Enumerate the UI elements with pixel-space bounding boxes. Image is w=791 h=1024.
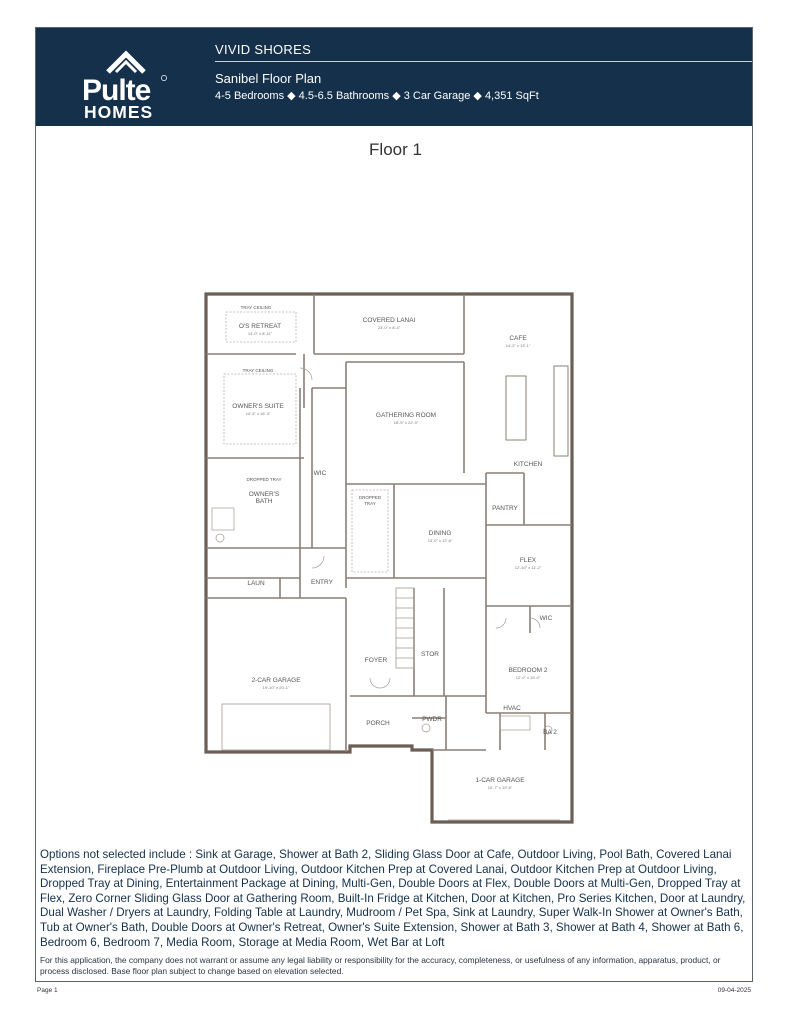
room-label-tray-ceiling-suite: TRAY CEILING (242, 368, 274, 373)
room-label-flex: FLEX (519, 557, 537, 564)
room-label-wic-bed2: WIC (539, 615, 553, 622)
room-label-owners-bath-1: OWNER'S (248, 491, 280, 498)
room-dim-gathering-room: 18'-9" x 22'-9" (393, 420, 419, 425)
room-label-two-car-garage: 2-CAR GARAGE (251, 677, 301, 684)
room-dim-covered-lanai: 23'-0" x 8'-4" (377, 325, 401, 330)
room-label-kitchen: KITCHEN (513, 461, 543, 468)
room-label-bedroom-2: BEDROOM 2 (508, 667, 548, 674)
room-label-dining: DINING (428, 530, 452, 537)
pulte-logo (80, 48, 170, 120)
room-dim-flex: 12'-10" x 11'-2" (514, 565, 542, 570)
room-label-pwdr: PWDR (422, 716, 442, 723)
roof-icon (108, 54, 144, 72)
room-dim-two-car-garage: 19'-10" x 20'-1" (262, 685, 290, 690)
room-label-pantry: PANTRY (492, 505, 518, 512)
disclaimer: For this application, the company does not warrant or assume any legal liability or responsibility for the accuracy, completeness, or usefulness of any information, apparatus, product, or process disclosed. Base floor plan subject to change based on elevation selected. (40, 955, 721, 976)
page-number: Page 1 (37, 987, 58, 994)
room-dim-os-retreat: 14'-0" x 8'-11" (247, 331, 273, 336)
header-divider (215, 61, 752, 62)
room-label-gathering-room: GATHERING ROOM (375, 412, 437, 419)
room-label-stor: STOR (421, 651, 439, 658)
floor-plan (200, 288, 580, 828)
room-dim-one-car-garage: 10'-7" x 19'-6" (487, 785, 513, 790)
tray-ceilings (224, 312, 388, 572)
room-label-porch: PORCH (366, 720, 390, 727)
document-date: 09-04-2025 (717, 987, 751, 994)
community-name: VIVID SHORES (215, 42, 312, 57)
stairs (396, 588, 414, 668)
room-label-cafe: CAFE (509, 335, 527, 342)
room-label-one-car-garage: 1-CAR GARAGE (475, 777, 525, 784)
plan-name: Sanibel Floor Plan (215, 71, 322, 86)
room-label-hvac: HVAC (503, 705, 521, 712)
plan-specs: 4-5 Bedrooms ◆ 4.5-6.5 Bathrooms ◆ 3 Car Garage ◆ 4,351 SqFt (215, 90, 539, 102)
room-label-entry: ENTRY (311, 579, 333, 586)
room-label-ba2: BA 2 (543, 729, 557, 736)
room-label-owners-bath-2: BATH (255, 498, 273, 505)
registered-icon (161, 75, 166, 80)
logo-wordmark-top: Pulte (82, 74, 151, 107)
bath-fixtures (212, 508, 552, 734)
room-label-dropped-tray: DROPPED TRAY (246, 477, 282, 482)
room-label-tray-ceiling-top: TRAY CEILING (240, 305, 272, 310)
room-dim-dining: 13'-0" x 12'-6" (427, 538, 453, 543)
room-dim-bedroom-2: 12'-0" x 15'-0" (515, 675, 541, 680)
room-label-wic: WIC (313, 470, 327, 477)
room-label-covered-lanai: COVERED LANAI (362, 317, 416, 324)
logo-wordmark-bottom: HOMES (84, 102, 154, 120)
room-label-foyer: FOYER (364, 657, 388, 664)
room-dim-owners-suite: 14'-5" x 16'-3" (245, 411, 271, 416)
room-label-dropped-tray-dining-1: DROPPED (358, 495, 382, 500)
room-label-os-retreat: O'S RETREAT (238, 323, 282, 330)
room-label-owners-suite: OWNER'S SUITE (232, 403, 284, 410)
kitchen-island (506, 366, 568, 456)
options-not-selected: Options not selected include : Sink at Garage, Shower at Bath 2, Sliding Glass Door at Cafe, Outdoor Living, Pool Bath, Covered Lanai Extension, Fireplace Pre-Plumb at Outdoor Living, Outdoor Kitchen Prep at Covered Lanai, Outdoor Kitchen Prep at Outdoor Living, Dropped Tray at Dining, Entertainment Package at Dining, Multi-Gen, Double Doors at Flex, Double Doors at Multi-Gen, Dropped Tray at Flex, Zero Corner Sliding Glass Door at Gathering Room, Built-In Fridge at Kitchen, Door at Kitchen, Pro Series Kitchen, Door at Laundry, Dual Washer / Dryers at Laundry, Folding Table at Laundry, Mudroom / Pet Spa, Sink at Laundry, Super Walk-In Shower at Owner's Bath, Tub at Owner's Bath, Double Doors at Owner's Retreat, Owner's Suite Extension, Shower at Bath 3, Shower at Bath 4, Shower at Bath 6, Bedroom 6, Bedroom 7, Media Room, Storage at Media Room, Wet Bar at Loft (40, 848, 746, 949)
exterior-walls (206, 294, 572, 822)
garage-doors (222, 704, 560, 820)
room-label-dropped-tray-dining-2: TRAY (364, 501, 376, 506)
floor-title: Floor 1 (369, 140, 422, 159)
room-label-laun: LAUN (247, 580, 265, 587)
room-dim-cafe: 14'-2" x 13'-1" (505, 343, 531, 348)
